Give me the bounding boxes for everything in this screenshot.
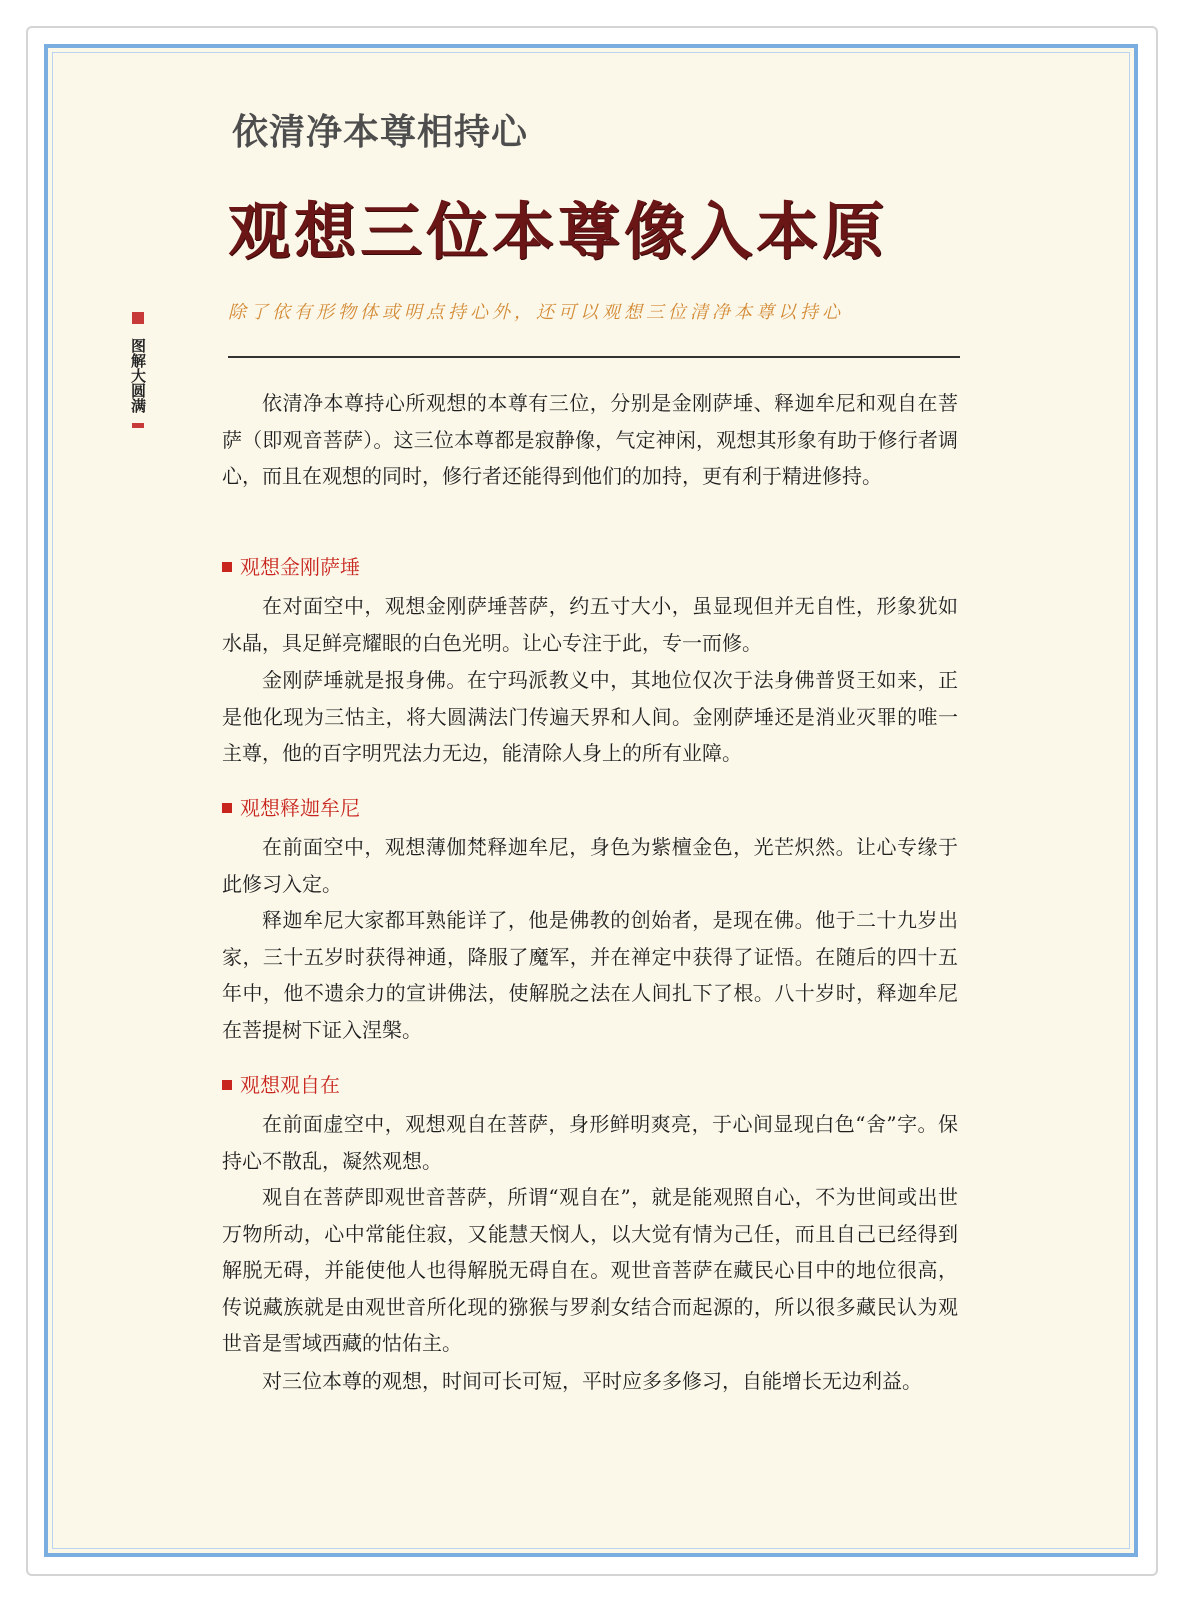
red-square-marker: [132, 312, 144, 324]
red-square-bullet-icon: [222, 562, 232, 572]
section-paragraph: 在对面空中，观想金刚萨埵菩萨，约五寸大小，虽显现但并无自性，形象犹如水晶，具足鲜亮耀眼的白色光明。让心专注于此，专一而修。: [222, 594, 958, 655]
section-heading: [222, 553, 360, 581]
side-book-label: [128, 312, 148, 428]
section-paragraph: 金刚萨埵就是报身佛。在宁玛派教义中，其地位仅次于法身佛普贤王如来，正是他化现为三怙主，将大圆满法门传遍天界和人间。金刚萨埵还是消业灭罪的唯一主尊，他的百字明咒法力无边，能清除人身上的所有业障。: [222, 668, 958, 765]
section-heading-text: 观想观自在: [240, 1073, 340, 1097]
section-paragraph: 释迦牟尼大家都耳熟能详了，他是佛教的创始者，是现在佛。他于二十九岁出家，三十五岁时获得神通，降服了魔军，并在禅定中获得了证悟。在随后的四十五年中，他不遗余力的宣讲佛法，使解脱之法在人间扎下了根。八十岁时，释迦牟尼在菩提树下证入涅槃。: [222, 908, 958, 1042]
section-paragraph: 在前面虚空中，观想观自在菩萨，身形鲜明爽亮，于心间显现白色“舍”字。保持心不散乱，凝然观想。: [222, 1112, 958, 1173]
section-heading-text: 观想释迦牟尼: [240, 796, 360, 820]
red-bar-marker: [132, 423, 144, 428]
red-square-bullet-icon: [222, 1080, 232, 1090]
intro-tagline: 除了依有形物体或明点持心外，还可以观想三位清净本尊以持心: [228, 302, 844, 323]
red-square-bullet-icon: [222, 803, 232, 813]
section-heading-text: 观想金刚萨埵: [240, 555, 360, 579]
section-paragraph: 观自在菩萨即观世音菩萨，所谓“观自在”，就是能观照自心，不为世间或出世万物所动，心中常能住寂，又能慧天悯人，以大觉有情为己任，而且自己已经得到解脱无碍，并能使他人也得解脱无碍自在。观世音菩萨在藏民心目中的地位很高，传说藏族就是由观世音所化现的猕猴与罗刹女结合而起源的，所以很多藏民认为观世音是雪域西藏的怙佑主。: [222, 1185, 958, 1355]
side-book-title: 图解大圆满: [129, 338, 147, 413]
section-heading: [222, 1071, 340, 1099]
section-paragraph: 在前面空中，观想薄伽梵释迦牟尼，身色为紫檀金色，光芒炽然。让心专缘于此修习入定。: [222, 835, 958, 896]
page-title: 观想三位本尊像入本原: [228, 195, 889, 268]
section-heading: [222, 794, 360, 822]
intro-paragraph: 依清净本尊持心所观想的本尊有三位，分别是金刚萨埵、释迦牟尼和观自在菩萨（即观音菩萨）。这三位本尊都是寂静像，气定神闲，观想其形象有助于修行者调心，而且在观想的同时，修行者还能得到他们的加持，更有利于精进修持。: [222, 391, 958, 488]
page-subtitle: 依清净本尊相持心: [232, 112, 529, 153]
title-divider: [228, 356, 960, 358]
section-paragraph: 对三位本尊的观想，时间可长可短，平时应多多修习，自能增长无边利益。: [262, 1369, 922, 1393]
